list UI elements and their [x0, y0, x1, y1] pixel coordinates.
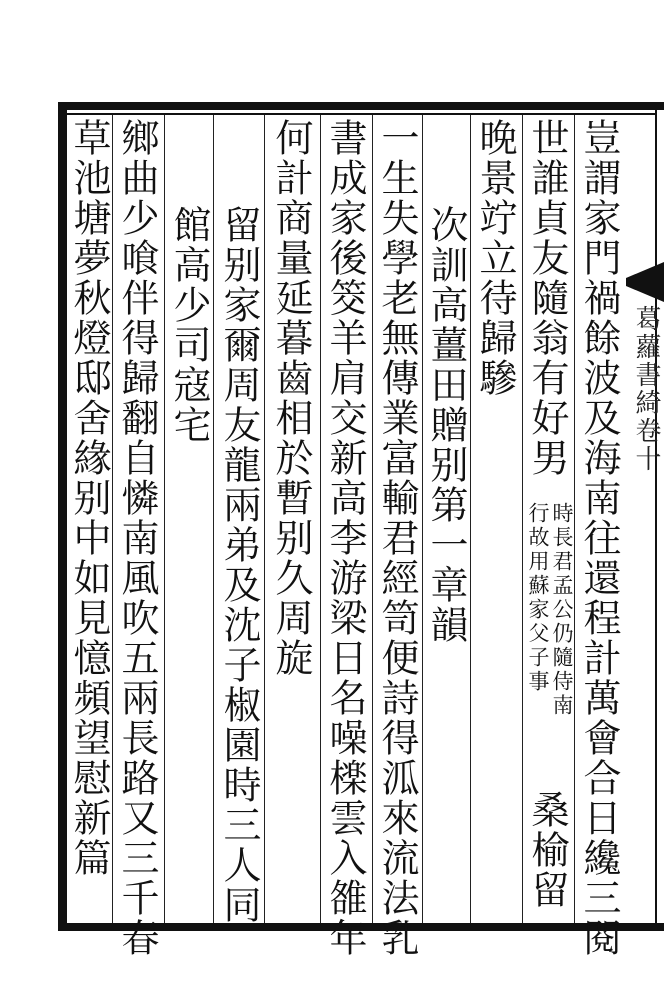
fishtail-mark	[626, 262, 664, 302]
column-rule	[574, 115, 575, 923]
column-rule	[422, 115, 423, 923]
frame-top-border	[58, 102, 664, 110]
annotation-right: 時長君孟公仍隨侍南	[550, 502, 574, 718]
column-rule	[112, 115, 113, 923]
text-column-11: 草池塘夢秋燈邸舍緣别中如見憶頻望慰新篇	[67, 118, 111, 878]
text-column-1: 豈謂家門禍餘波及海南往還程計萬會合日纔三閱	[577, 118, 621, 958]
poem-title-1: 次訓高薑田贈别第一章韻	[424, 205, 468, 645]
text-column-3: 晚景竚立待歸驂	[473, 118, 517, 398]
text-column-2-tail: 桑榆留	[525, 790, 569, 910]
text-column-10: 鄉曲少喰伴得歸翻自憐南風吹五兩長路又三千春	[115, 118, 159, 958]
text-column-5: 一生失學老無傳業富輸君經笥便詩得泒來流法乳	[375, 118, 419, 958]
text-column-2: 世誰貞友隨翁有好男	[525, 118, 569, 478]
column-rule	[264, 115, 265, 923]
text-column-6: 書成家後筊羊肩交新高李游梁日名噪檪雲入雒年	[323, 118, 367, 958]
frame-left-border	[58, 102, 67, 931]
poem-title-2-continued: 館高少司寇宅	[167, 205, 211, 445]
column-rule	[372, 115, 373, 923]
column-rule	[470, 115, 471, 923]
frame-right-border	[655, 110, 664, 923]
column-rule	[320, 115, 321, 923]
annotation-left: 行故用蘇家父子事	[526, 502, 550, 694]
text-column-7: 何計商量延暮齒相於暫别久周旋	[269, 118, 313, 678]
column-rule	[213, 115, 214, 923]
poem-title-2: 留别家爾周友龍兩弟及沈子椒園時三人同	[217, 205, 261, 925]
column-rule	[522, 115, 523, 923]
column-rule	[164, 115, 165, 923]
running-title: 葛蘿書綺卷十	[631, 305, 661, 473]
